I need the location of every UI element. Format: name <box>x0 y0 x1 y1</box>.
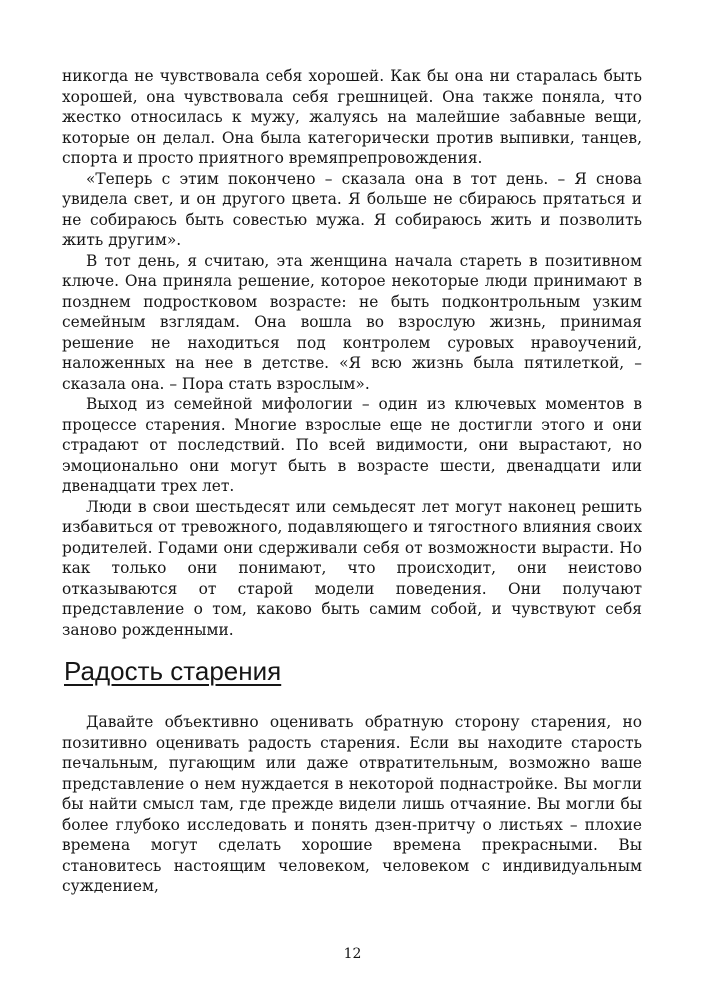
text-block-bottom <box>62 712 642 897</box>
paragraph: Люди в свои шестьдесят или семьдесят лет могут наконец решить избавиться от тревожного, подавляющего и тягостного влияния своих родителей. Годами они сдерживали себя от возможности вырасти. Но как только они понимают, что происходит, они неистово отказываются от старой модели поведения. Они получают представление о том, каково быть самим собой, и чувствуют себя заново рожденными. <box>62 497 642 639</box>
page-content <box>62 66 642 897</box>
paragraph: Выход из семейной мифологии – один из ключевых моментов в процессе старения. Многие взрослые еще не достигли этого и они страдают от последствий. По всей видимости, они вырастают, но эмоционально они могут быть в возрасте шести, двенадцати или двенадцати трех лет. <box>62 395 642 495</box>
paragraph: Давайте объективно оценивать обратную сторону старения, но позитивно оценивать радость старения. Если вы находите старость печальным, пугающим или даже отвратительным, возможно ваше представление о нем нуждается в некоторой поднастройке. Вы могли бы найти смысл там, где прежде видели лишь отчаяние. Вы могли бы более глубоко исследовать и понять дзен-притчу о листьях – плохие времена могут сделать хорошие времена прекрасными. Вы становитесь настоящим человеком, человеком с индивидуальным суждением, <box>62 713 642 895</box>
page-number: 12 <box>343 946 362 962</box>
paragraph: В тот день, я считаю, эта женщина начала стареть в позитивном ключе. Она приняла решение, которое некоторые люди принимают в позднем подростковом возрасте: не быть подконтрольным узким семейным взглядам. Она вошла во взрослую жизнь, принимая решение не находиться под контролем суровых нравоучений, наложенных на нее в детстве. «Я всю жизнь была пятилеткой, – сказала она. – Пора стать взрослым». <box>62 251 642 393</box>
section-heading: Радость старения <box>64 656 282 686</box>
text-block-top <box>62 66 642 640</box>
paragraph: «Теперь с этим покончено – сказала она в тот день. – Я снова увидела свет, и он другого цвета. Я больше не сбираюсь прятаться и не собираюсь быть совестью мужа. Я собираюсь жить и позволить жить другим». <box>62 169 642 249</box>
paragraph: никогда не чувствовала себя хорошей. Как бы она ни старалась быть хорошей, она чувствовала себя грешницей. Она также поняла, что жестко относилась к мужу, жалуясь на малейшие забавные вещи, которые он делал. Она была категорически против выпивки, танцев, спорта и просто приятного времяпрепровождения. <box>62 67 642 167</box>
